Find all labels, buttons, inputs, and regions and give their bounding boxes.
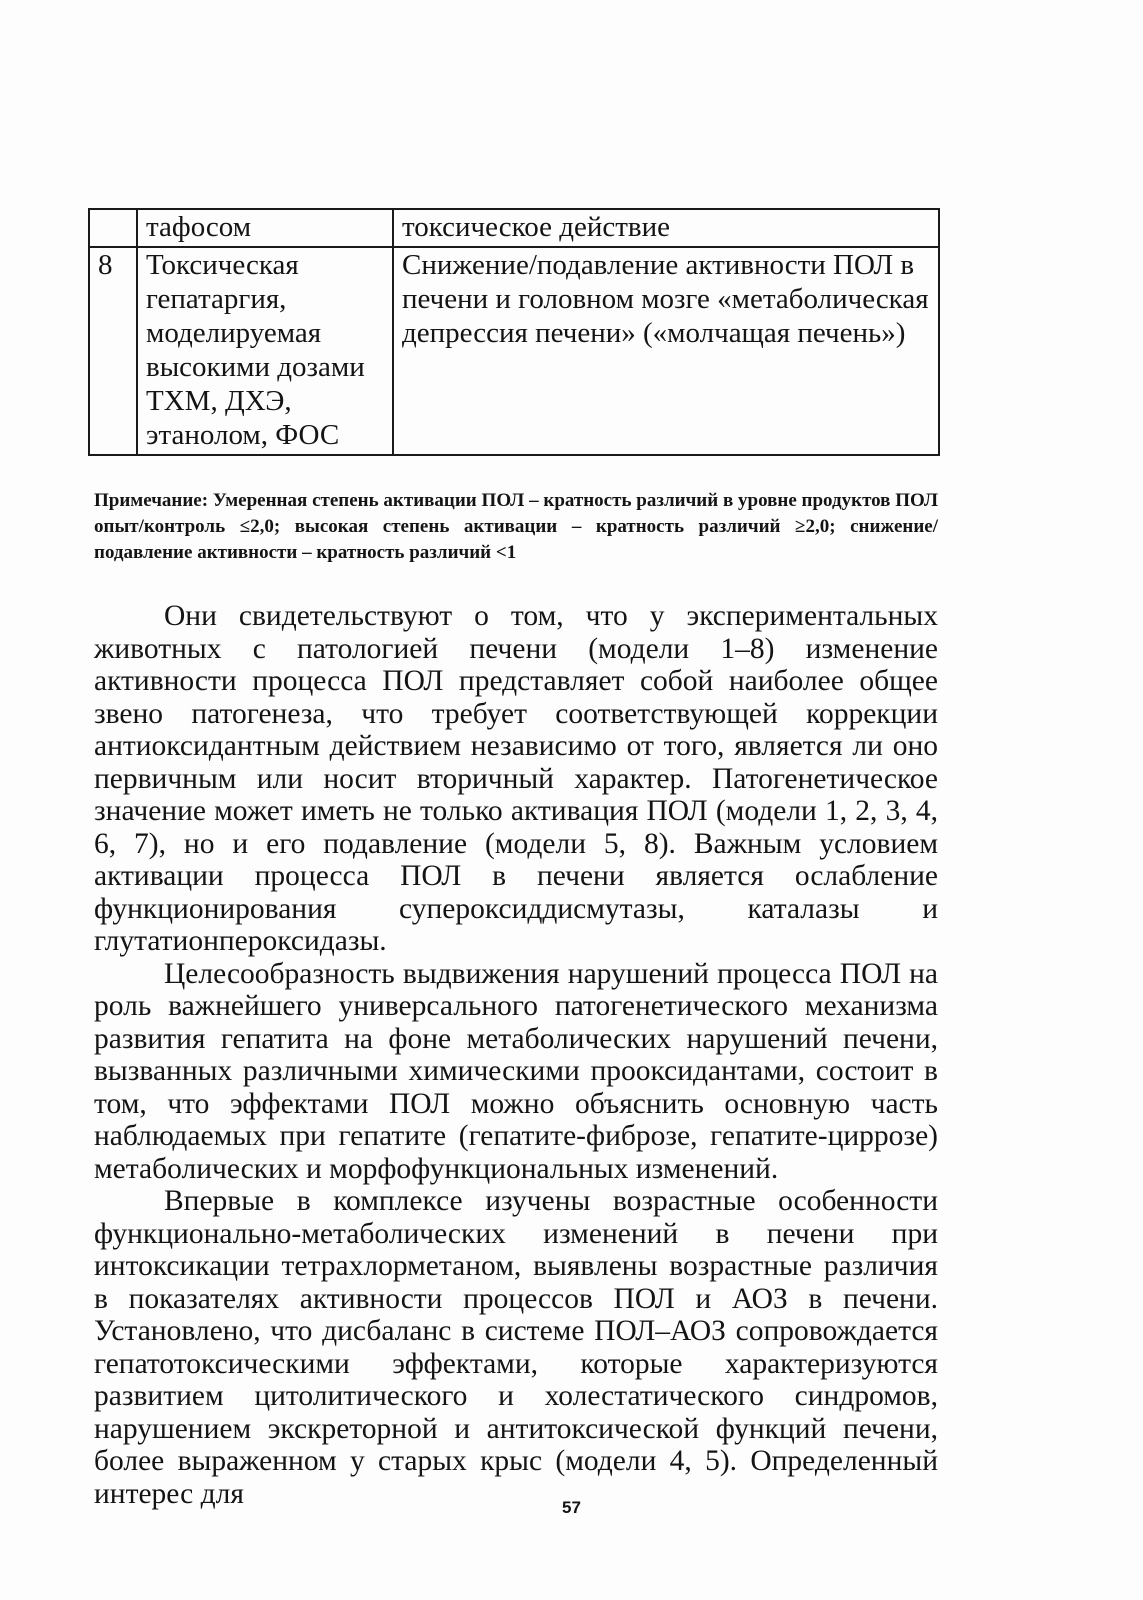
- paragraph: Впервые в комплексе изучены возрастные особенности функционально-метаболических изменений в печени при интоксикации тетрахлорметаном, выявлены возрастные различия в показателях активности процессов ПОЛ и АОЗ в печени. Установлено, что дисбаланс в системе ПОЛ–АОЗ сопровождается гепатотоксическими эффектами, которые характеризуются развитием цитолитического и холестатического синдромов, нарушением экскреторной и антитоксической функций печени, более выраженном у старых крыс (модели 4, 5). Определенный интерес для: [94, 1185, 938, 1510]
- row-number-cell: 8: [89, 247, 137, 455]
- model-cell: Токсическая гепатаргия, моделируемая высокими дозами ТХМ, ДХЭ, этанолом, ФОС: [137, 247, 393, 455]
- page-number: 57: [562, 1498, 581, 1517]
- body-text: [94, 600, 938, 1510]
- paragraph: Целесообразность выдвижения нарушений процесса ПОЛ на роль важнейшего универсального патогенетического механизма развития гепатита на фоне метаболических нарушений печени, вызванных различными химическими прооксидантами, состоит в том, что эффектами ПОЛ можно объяснить основную часть наблюдаемых при гепатите (гепатите-фиброзе, гепатите-циррозе) метаболических и морфофункциональных изменений.: [94, 957, 938, 1185]
- paragraph: Они свидетельствуют о том, что у экспериментальных животных с патологией печени (модели 1–8) изменение активности процесса ПОЛ представляет собой наиболее общее звено патогенеза, что требует соответствующей коррекции антиоксидантным действием независимо от того, является ли оно первичным или носит вторичный характер. Патогенетическое значение может иметь не только активация ПОЛ (модели 1, 2, 3, 4, 6, 7), но и его подавление (модели 5, 8). Важным условием активации процесса ПОЛ в печени является ослабление функционирования супероксиддисмутазы, каталазы и глутатионпероксидазы.: [94, 600, 938, 957]
- continuation-table: [88, 208, 940, 456]
- row-number-cell: [89, 209, 137, 247]
- effect-cell: токсическое действие: [393, 209, 939, 247]
- table-row: [89, 247, 939, 455]
- table-row: [89, 209, 939, 247]
- effect-cell: Снижение/подавление активности ПОЛ в печени и головном мозге «метаболическая депрессия печени» («молчащая печень»): [393, 247, 939, 455]
- model-cell: тафосом: [137, 209, 393, 247]
- table-footnote: Примечание: Умеренная степень активации ПОЛ – кратность различий в уровне продуктов ПОЛ опыт/контроль ≤2,0; высокая степень активации – кратность различий ≥2,0; снижение/подавление активности – кратность различий <1: [94, 490, 938, 563]
